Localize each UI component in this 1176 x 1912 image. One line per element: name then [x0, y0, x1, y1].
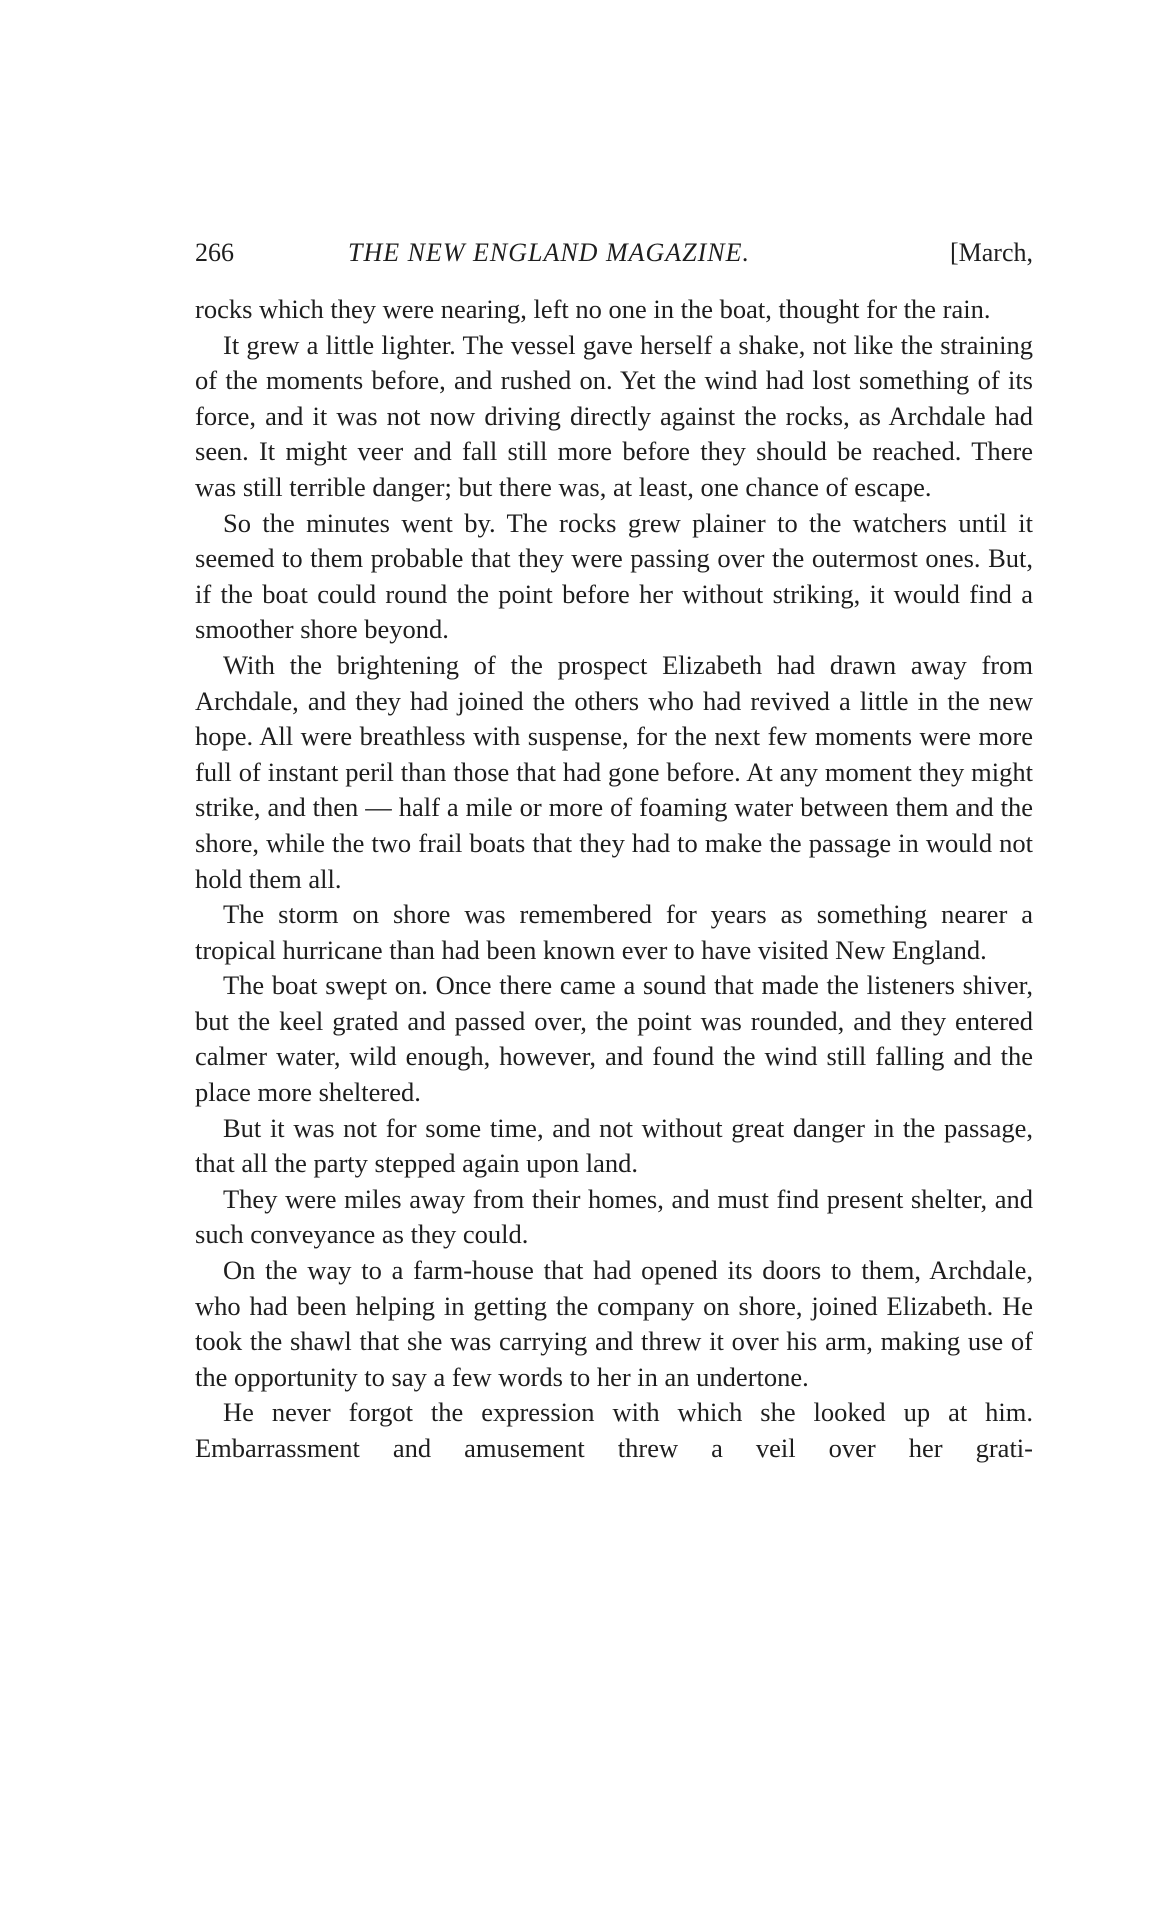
running-title: THE NEW ENGLAND MAGAZINE. [348, 238, 750, 267]
paragraph: The storm on shore was remembered for years as something nearer a tropical hurricane than had been known ever to have visited New England. [195, 899, 1033, 965]
paragraph: On the way to a farm-house that had opened its doors to them, Archdale, who had been helping in getting the company on shore, joined Elizabeth. He took the shawl that she was carrying and threw it over his arm, making use of the opportunity to say a few words to her in an undertone. [195, 1255, 1033, 1392]
paragraph-continuation: rocks which they were nearing, left no one in the boat, thought for the rain. [195, 294, 991, 324]
paragraph: They were miles away from their homes, and must find present shelter, and such conveyance as they could. [195, 1183, 1033, 1250]
page-header [195, 238, 1033, 274]
paragraph: So the minutes went by. The rocks grew plainer to the watchers until it seemed to them probable that they were passing over the outermost ones. But, if the boat could round the point before her without striking, it would find a smoother shore beyond. [195, 507, 1033, 645]
paragraph: But it was not for some time, and not without great danger in the passage, that all the party stepped again upon land. [195, 1112, 1033, 1179]
page-number: 266 [195, 238, 234, 267]
paragraph: With the brightening of the prospect Elizabeth had drawn away from Archdale, and they had joined the others who had revived a little in the new hope. All were breathless with suspense, for the next few moments were more full of instant peril than those that had gone before. At any moment they might strike, and then — half a mile or more of foaming water between them and the shore, while the two frail boats that they had to make the passage in would not hold them all. [195, 649, 1033, 894]
header-month: [March, [949, 238, 1033, 267]
paragraph-last: He never forgot the expression with which she looked up at him. Embarrassment and amusement threw a veil over her grati- [195, 1397, 1033, 1463]
paragraph: It grew a little lighter. The vessel gave herself a shake, not like the straining of the moments before, and rushed on. Yet the wind had lost something of its force, and it was not now driving directly against the rocks, as Archdale had seen. It might veer and fall still more before they should be reached. There was still terrible danger; but there was, at least, one chance of escape. [195, 329, 1033, 502]
article-body [195, 292, 1033, 1467]
paragraph: The boat swept on. Once there came a sound that made the listeners shiver, but the keel grated and passed over, the point was rounded, and they entered calmer water, wild enough, however, and found the wind still falling and the place more sheltered. [195, 970, 1033, 1108]
